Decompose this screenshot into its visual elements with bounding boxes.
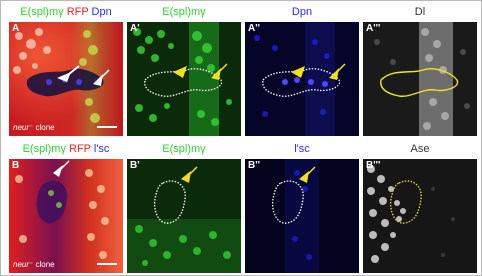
scale-bar-a bbox=[97, 126, 117, 128]
header-a-blue bbox=[245, 3, 359, 21]
header-a-merge-part-3: Dpn bbox=[88, 6, 112, 18]
panel-label-b-prime: B' bbox=[130, 160, 140, 171]
clone-suffix-b: ⁻ clone bbox=[29, 260, 55, 269]
panel-b-green bbox=[127, 159, 241, 273]
header-a-blue-text: Dpn bbox=[291, 6, 313, 18]
header-a-green-text: E(spl)mγ bbox=[162, 6, 206, 18]
panel-label-a-triple-prime: A''' bbox=[366, 23, 381, 34]
header-a-gray-text: Dl bbox=[414, 6, 426, 18]
header-b-blue-text: l'sc bbox=[294, 143, 310, 155]
header-b-gray-text: Ase bbox=[410, 143, 430, 155]
panel-label-b-triple-prime: B''' bbox=[366, 160, 381, 171]
panel-a-green bbox=[127, 22, 241, 136]
header-b-green-text: E(spl)mγ bbox=[162, 143, 206, 155]
panel-label-a-double-prime: A'' bbox=[248, 23, 260, 34]
panel-b-blue bbox=[245, 159, 359, 273]
panel-label-b: B bbox=[12, 160, 20, 171]
panel-b-gray-image bbox=[363, 159, 477, 273]
header-b-merge-part-1: E(spl)mγ bbox=[22, 143, 66, 155]
header-b-blue bbox=[245, 140, 359, 158]
clone-suffix-a: ⁻ clone bbox=[29, 123, 55, 132]
panel-a-gray-image bbox=[363, 22, 477, 136]
scale-bar-b bbox=[97, 263, 117, 265]
header-b-merge-part-2: RFP bbox=[65, 143, 91, 155]
clone-label-b bbox=[13, 260, 55, 269]
panel-b-gray bbox=[363, 159, 477, 273]
panel-b-merge bbox=[9, 159, 123, 273]
header-a-green bbox=[127, 3, 241, 21]
panel-a-blue-image bbox=[245, 22, 359, 136]
header-b-green bbox=[127, 140, 241, 158]
panel-a-gray bbox=[363, 22, 477, 136]
header-a-merge-part-1: E(spl)mγ bbox=[20, 6, 64, 18]
clone-gene-b: neur bbox=[13, 260, 30, 269]
panel-b-blue-image bbox=[245, 159, 359, 273]
panel-b-green-image bbox=[127, 159, 241, 273]
header-b-merge-part-3: l'sc bbox=[90, 143, 110, 155]
clone-label-a bbox=[13, 123, 55, 132]
header-a-merge bbox=[9, 3, 123, 21]
panel-a-green-image bbox=[127, 22, 241, 136]
panel-b-merge-image bbox=[9, 159, 123, 273]
header-a-merge-part-2: RFP bbox=[63, 6, 89, 18]
header-a-gray bbox=[363, 3, 477, 21]
panel-a-merge-image bbox=[9, 22, 123, 136]
panel-label-b-double-prime: B'' bbox=[248, 160, 260, 171]
header-b-gray bbox=[363, 140, 477, 158]
panel-a-blue bbox=[245, 22, 359, 136]
panel-a-merge bbox=[9, 22, 123, 136]
panel-label-a: A bbox=[12, 23, 20, 34]
clone-gene-a: neur bbox=[13, 123, 30, 132]
panel-label-a-prime: A' bbox=[130, 23, 140, 34]
header-b-merge bbox=[9, 140, 123, 158]
